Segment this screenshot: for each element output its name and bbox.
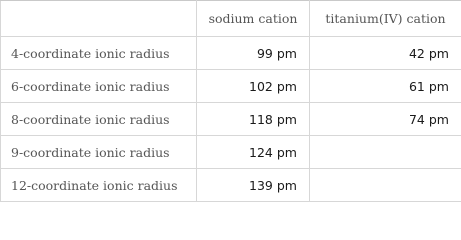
value-number: 99 <box>256 45 273 61</box>
titanium-value <box>310 169 461 202</box>
row-label: 9-coordinate ionic radius <box>1 136 197 169</box>
table-row <box>1 37 461 70</box>
value-number: 102 <box>249 78 273 94</box>
sodium-value <box>197 103 310 136</box>
sodium-value <box>197 37 310 70</box>
value-unit: pm <box>428 111 449 127</box>
value-unit: pm <box>276 78 297 94</box>
sodium-value <box>197 136 310 169</box>
titanium-value <box>310 136 461 169</box>
value-unit: pm <box>428 78 449 94</box>
header-sodium-cation: sodium cation <box>197 1 310 37</box>
value-number: 124 <box>249 144 273 160</box>
table-row <box>1 136 461 169</box>
header-titanium-cation: titanium(IV) cation <box>310 1 461 37</box>
titanium-value <box>310 70 461 103</box>
row-label: 4-coordinate ionic radius <box>1 37 197 70</box>
value-number: 61 <box>408 78 425 94</box>
value-unit: pm <box>276 45 297 61</box>
value-unit: pm <box>276 144 297 160</box>
row-label: 8-coordinate ionic radius <box>1 103 197 136</box>
value-unit: pm <box>428 45 449 61</box>
table-row <box>1 70 461 103</box>
table-row <box>1 103 461 136</box>
value-unit: pm <box>276 111 297 127</box>
value-number: 42 <box>408 45 425 61</box>
row-label: 6-coordinate ionic radius <box>1 70 197 103</box>
table-row <box>1 169 461 202</box>
row-label: 12-coordinate ionic radius <box>1 169 197 202</box>
header-corner <box>1 1 197 37</box>
value-unit: pm <box>276 177 297 193</box>
titanium-value <box>310 103 461 136</box>
value-number: 118 <box>249 111 273 127</box>
sodium-value <box>197 169 310 202</box>
header-row <box>1 1 461 37</box>
titanium-value <box>310 37 461 70</box>
value-number: 139 <box>249 177 273 193</box>
sodium-value <box>197 70 310 103</box>
value-number: 74 <box>408 111 425 127</box>
